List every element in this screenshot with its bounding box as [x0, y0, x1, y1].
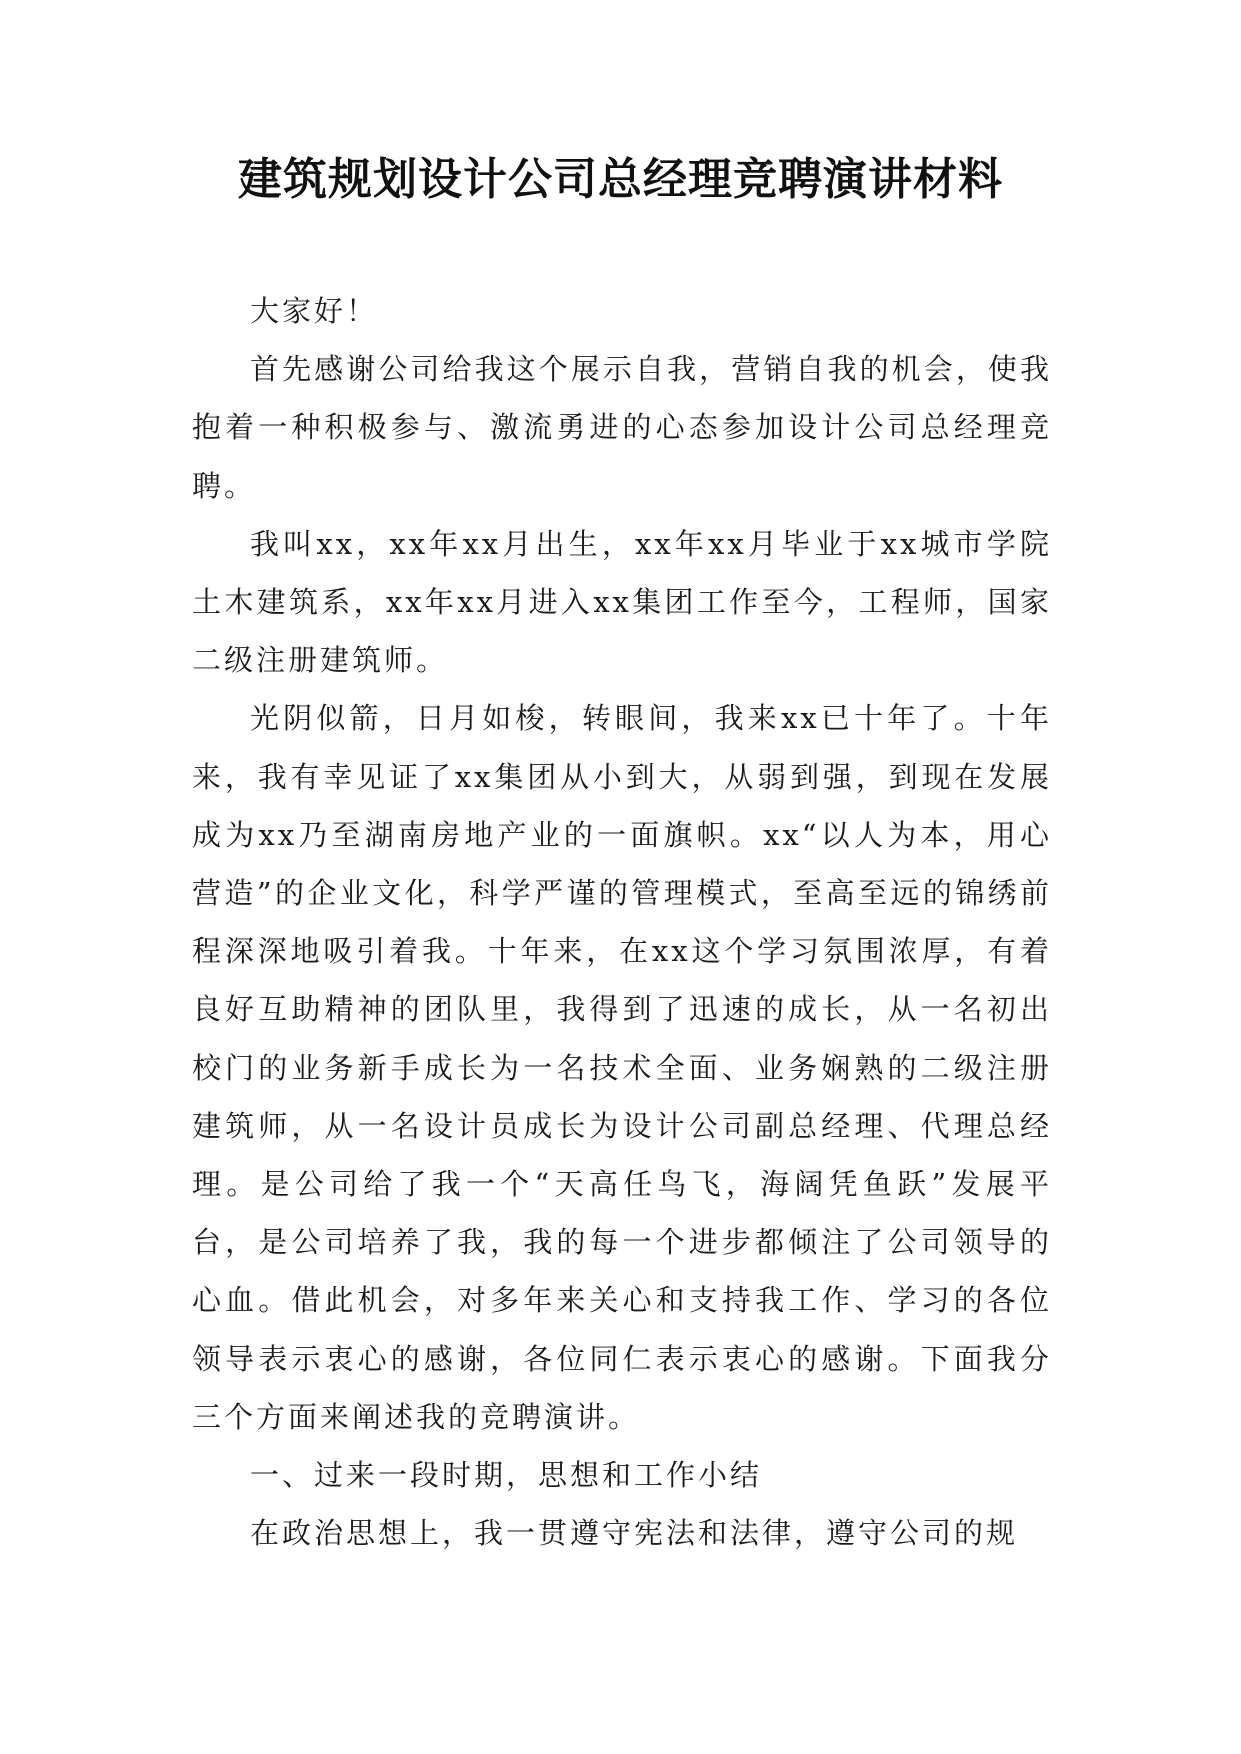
paragraph-thanks: 首先感谢公司给我这个展示自我，营销自我的机会，使我抱着一种积极参与、激流勇进的心态参加设计公司总经理竞聘。	[192, 352, 1052, 503]
section-heading-summary: 一、过来一段时期，思想和工作小结	[250, 1458, 763, 1493]
paragraph-greeting: 大家好！	[250, 294, 379, 328]
paragraph-political-thought: 在政治思想上，我一贯遵守宪法和法律，遵守公司的规	[250, 1516, 1019, 1551]
document-title: 建筑规划设计公司总经理竞聘演讲材料	[238, 154, 1003, 205]
paragraph-ten-years: 光阴似箭，日月如梭，转眼间，我来xx已十年了。十年来，我有幸见证了xx集团从小到大，从弱到强，到现在发展成为xx乃至湖南房地产业的一面旗帜。xx“以人为本，用心营造”的企业文化，科学严谨的管理模式，至高至远的锦绣前程深深地吸引着我。十年来，在xx这个学习氛围浓厚，有着良好互助精神的团队里，我得到了迅速的成长，从一名初出校门的业务新手成长为一名技术全面、业务娴熟的二级注册建筑师，从一名设计员成长为设计公司副总经理、代理总经理。是公司给了我一个“天高任鸟飞，海阔凭鱼跃”发展平台，是公司培养了我，我的每一个进步都倾注了公司领导的心血。借此机会，对多年来关心和支持我工作、学习的各位领导表示衷心的感谢，各位同仁表示衷心的感谢。下面我分三个方面来阐述我的竞聘演讲。	[192, 701, 1052, 1434]
paragraph-self-introduction: 我叫xx，xx年xx月出生，xx年xx月毕业于xx城市学院土木建筑系，xx年xx月进入xx集团工作至今，工程师，国家二级注册建筑师。	[192, 526, 1052, 678]
document-body	[192, 282, 1052, 1562]
